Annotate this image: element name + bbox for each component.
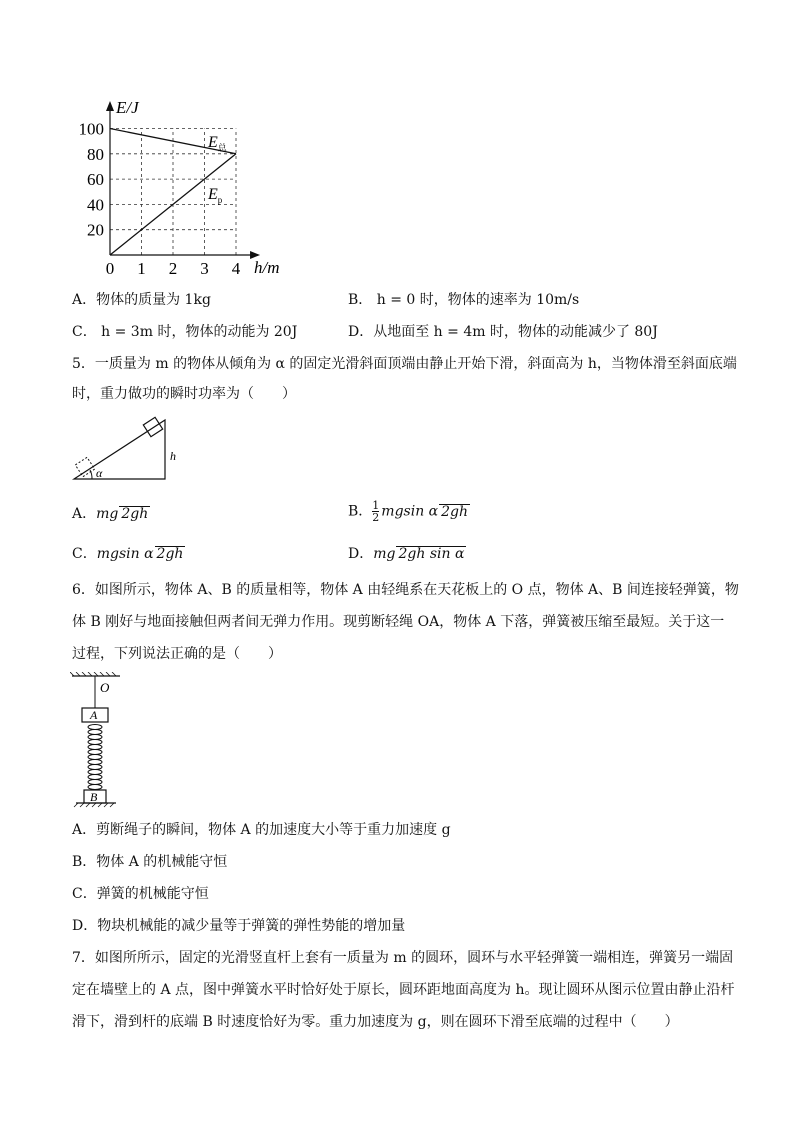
q5-option-b[interactable]: B． $\frac{1}{2}$ mgsin α 2gh bbox=[348, 499, 469, 524]
q4-option-c[interactable]: C． h = 3m 时，物体的动能为 20J bbox=[72, 324, 298, 340]
q5-option-a[interactable]: A．mg 2gh bbox=[72, 506, 149, 522]
x-tick-label: 1 bbox=[137, 259, 146, 278]
label-e-total: $E_总$ bbox=[208, 134, 227, 153]
x-tick-label: 3 bbox=[200, 259, 209, 278]
incline-height-label: h bbox=[170, 449, 176, 463]
q4-option-b[interactable]: B． h = 0 时，物体的速率为 10m/s bbox=[348, 292, 580, 308]
block-b-label: B bbox=[90, 790, 98, 804]
x-tick-label: 2 bbox=[168, 259, 178, 278]
incline-figure bbox=[70, 412, 190, 484]
q6-stem-line3: 过程，下列说法正确的是（ ） bbox=[72, 646, 282, 662]
incline-angle-label: α bbox=[96, 466, 103, 480]
q6-option-a[interactable]: A．剪断绳子的瞬间，物体 A 的加速度大小等于重力加速度 g bbox=[72, 822, 451, 838]
q6-stem-line2: 体 B 刚好与地面接触但两者间无弹力作用。现剪断轻绳 OA，物体 A 下落，弹簧被压缩至最短。关于这一 bbox=[72, 614, 725, 630]
x-tick-label: 0 bbox=[105, 259, 115, 278]
q5-stem-line2: 时，重力做功的瞬时功率为（ ） bbox=[72, 386, 296, 402]
block-a-label: A bbox=[90, 708, 98, 722]
q7-stem-line2: 定在墙壁上的 A 点，图中弹簧水平时恰好处于原长，圆环距地面高度为 h。现让圆环从图示位置由静止沿杆 bbox=[72, 982, 735, 998]
y-tick-label: 60 bbox=[87, 170, 104, 190]
q6-option-b[interactable]: B．物体 A 的机械能守恒 bbox=[72, 854, 228, 870]
q7-stem-line3: 滑下，滑到杆的底端 B 时速度恰好为零。重力加速度为 g，则在圆环下滑至底端的过程中（ ） bbox=[72, 1014, 679, 1030]
y-axis-arrow bbox=[106, 101, 114, 111]
x-axis-label: h/m bbox=[254, 258, 280, 277]
label-e-p: $E_p$ bbox=[208, 186, 223, 205]
point-o-label: O bbox=[100, 680, 110, 695]
y-tick-label: 100 bbox=[78, 119, 104, 139]
y-tick-label: 40 bbox=[87, 195, 104, 215]
y-axis-label: E/J bbox=[116, 98, 139, 117]
q4-option-d[interactable]: D．从地面至 h = 4m 时，物体的动能减少了 80J bbox=[348, 324, 658, 340]
x-tick-label: 4 bbox=[231, 259, 241, 278]
q4-option-a[interactable]: A．物体的质量为 1kg bbox=[72, 292, 211, 308]
q6-option-d[interactable]: D．物块机械能的减少量等于弹簧的弹性势能的增加量 bbox=[72, 918, 406, 934]
q5-option-c[interactable]: C．mgsin α 2gh bbox=[72, 546, 184, 562]
spring-figure bbox=[70, 672, 130, 812]
energy-graph-svg bbox=[60, 95, 300, 285]
q5-stem-line1: 5．一质量为 m 的物体从倾角为 α 的固定光滑斜面顶端由静止开始下滑，斜面高为 h，当物体滑至斜面底端 bbox=[72, 356, 737, 372]
q6-option-c[interactable]: C．弹簧的机械能守恒 bbox=[72, 886, 209, 902]
q7-stem-line1: 7．如图所所示，固定的光滑竖直杆上套有一质量为 m 的圆环，圆环与水平轻弹簧一端相连，弹簧另一端固 bbox=[72, 950, 734, 966]
q6-stem-line1: 6．如图所示，物体 A、B 的质量相等，物体 A 由轻绳系在天花板上的 O 点，物体 A、B 间连接轻弹簧，物 bbox=[72, 582, 739, 598]
y-tick-label: 20 bbox=[87, 220, 104, 240]
y-tick-label: 80 bbox=[87, 144, 104, 164]
q5-option-d[interactable]: D．mg 2gh sin α bbox=[348, 546, 465, 562]
energy-height-graph bbox=[60, 95, 300, 285]
